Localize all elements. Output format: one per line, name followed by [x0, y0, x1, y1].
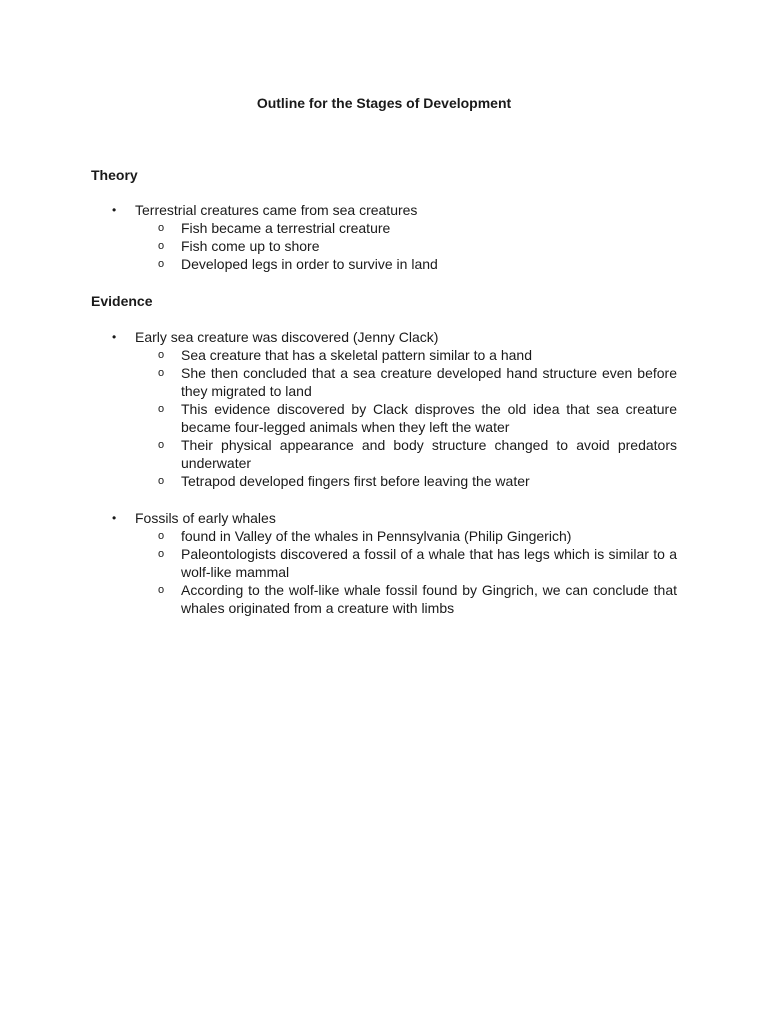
sub-item-text: According to the wolf-like whale fossil found by Gingrich, we can conclude that whales originated from a creature with limbs — [181, 582, 677, 616]
sub-marker: o — [158, 439, 165, 451]
sub-list — [0, 219, 768, 273]
sub-item — [0, 400, 768, 436]
sub-item — [0, 472, 768, 490]
sub-item-text: Paleontologists discovered a fossil of a whale that has legs which is similar to a wolf-like mammal — [181, 546, 677, 580]
sub-item-text: Their physical appearance and body structure changed to avoid predators underwater — [181, 437, 677, 471]
section-heading-evidence: Evidence — [91, 293, 153, 309]
sub-item-text: Developed legs in order to survive in land — [181, 256, 438, 272]
sub-item-text: found in Valley of the whales in Pennsylvania (Philip Gingerich) — [181, 528, 572, 544]
bullet-marker: • — [112, 203, 117, 217]
bullet-marker: • — [112, 511, 117, 525]
sub-item-text: Fish became a terrestrial creature — [181, 220, 391, 236]
sub-marker: o — [158, 548, 165, 560]
bullet-text: Early sea creature was discovered (Jenny Clack) — [135, 329, 439, 345]
sub-list — [0, 527, 768, 617]
sub-item — [0, 545, 768, 581]
sub-item-text: Fish come up to shore — [181, 238, 320, 254]
sub-item-text: Sea creature that has a skeletal pattern similar to a hand — [181, 347, 532, 363]
sub-marker: o — [158, 240, 165, 252]
sub-item — [0, 346, 768, 364]
sub-item — [0, 581, 768, 617]
sub-marker: o — [158, 475, 165, 487]
sub-item — [0, 219, 768, 237]
sub-item — [0, 436, 768, 472]
sub-marker: o — [158, 530, 165, 542]
sub-marker: o — [158, 349, 165, 361]
sub-item-text: This evidence discovered by Clack disproves the old idea that sea creature became four-legged animals when they left the water — [181, 401, 677, 435]
sub-marker: o — [158, 367, 165, 379]
sub-list — [0, 346, 768, 490]
section-heading-theory: Theory — [91, 167, 138, 183]
sub-item — [0, 255, 768, 273]
sub-marker: o — [158, 403, 165, 415]
sub-marker: o — [158, 584, 165, 596]
sub-marker: o — [158, 258, 165, 270]
sub-item — [0, 237, 768, 255]
bullet-text: Terrestrial creatures came from sea creatures — [135, 202, 418, 218]
sub-item-text: She then concluded that a sea creature developed hand structure even before they migrated to land — [181, 365, 677, 399]
bullet-marker: • — [112, 330, 117, 344]
sub-item — [0, 527, 768, 545]
document-title: Outline for the Stages of Development — [256, 95, 512, 111]
sub-item — [0, 364, 768, 400]
sub-item-text: Tetrapod developed fingers first before leaving the water — [181, 473, 530, 489]
sub-marker: o — [158, 222, 165, 234]
bullet-text: Fossils of early whales — [135, 510, 276, 526]
